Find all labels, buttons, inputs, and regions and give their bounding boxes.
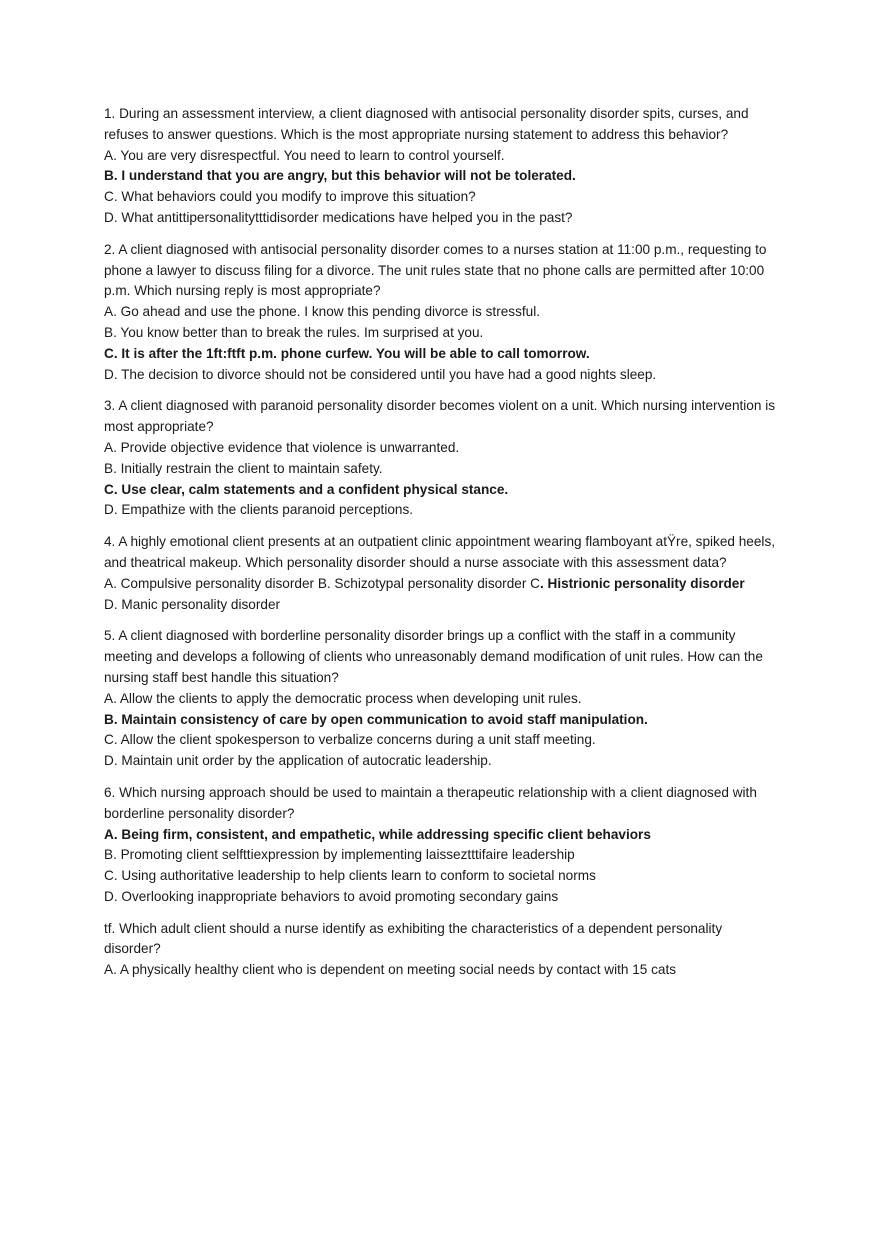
- question-6: [104, 783, 780, 908]
- question-list: [104, 104, 780, 992]
- question-stem: tf. Which adult client should a nurse identify as exhibiting the characteristics of a dependent personality disorder?: [104, 920, 723, 957]
- answer-option: B. You know better than to break the rules. Im surprised at you.: [104, 324, 484, 340]
- answer-option: B. Initially restrain the client to maintain safety.: [104, 460, 383, 476]
- question-4: [104, 532, 780, 615]
- question-2: [104, 240, 780, 386]
- correct-answer-option: C. Use clear, calm statements and a confident physical stance.: [104, 481, 509, 497]
- question-1: [104, 104, 780, 229]
- answer-option: D. Overlooking inappropriate behaviors to avoid promoting secondary gains: [104, 888, 559, 904]
- answer-option: C. What behaviors could you modify to improve this situation?: [104, 189, 476, 205]
- correct-answer-option: B. I understand that you are angry, but this behavior will not be tolerated.: [104, 168, 576, 184]
- question-stem: 2. A client diagnosed with antisocial personality disorder comes to a nurses station at 11:00 p.m., requesting to phone a lawyer to discuss filing for a divorce. The unit rules state that no phone calls are permitted after 10:00 p.m. Which nursing reply is most appropriate?: [104, 241, 767, 299]
- question-stem: 4. A highly emotional client presents at an outpatient clinic appointment wearing flamboyant atŸre, spiked heels, and theatrical makeup. Which personality disorder should a nurse associate with this assessment data?: [104, 534, 776, 570]
- answer-option: D. Maintain unit order by the application of autocratic leadership.: [104, 753, 492, 769]
- answer-options-inline: A. Compulsive personality disorder B. Schizotypal personality disorder C: [104, 575, 540, 591]
- answer-option: D. The decision to divorce should not be considered until you have had a good nights sleep.: [104, 366, 657, 382]
- answer-option: B. Promoting client selfttiexpression by implementing laisseztttifaire leadership: [104, 847, 575, 863]
- answer-option: D. Empathize with the clients paranoid perceptions.: [104, 502, 414, 518]
- answer-option: A. You are very disrespectful. You need to learn to control yourself.: [104, 147, 505, 163]
- question-7: [104, 919, 780, 981]
- correct-answer-option: C. It is after the 1ft:ftft p.m. phone curfew. You will be able to call tomorrow.: [104, 345, 590, 361]
- question-stem: 3. A client diagnosed with paranoid personality disorder becomes violent on a unit. Which nursing intervention is most appropriate?: [104, 398, 776, 435]
- question-3: [104, 396, 780, 521]
- question-stem: 1. During an assessment interview, a client diagnosed with antisocial personality disorder spits, curses, and refuses to answer questions. Which is the most appropriate nursing statement to address this behavior?: [104, 106, 749, 142]
- question-stem: 5. A client diagnosed with borderline personality disorder brings up a conflict with the staff in a community meeting and develops a following of clients who unreasonably demand modification of unit rules. How can the nursing staff best handle this situation?: [104, 628, 763, 685]
- answer-option: A. Provide objective evidence that violence is unwarranted.: [104, 439, 460, 455]
- answer-option: D. What antittipersonalitytttidisorder medications have helped you in the past?: [104, 209, 573, 225]
- correct-answer-option: . Histrionic personality disorder: [539, 575, 745, 591]
- answer-option: D. Manic personality disorder: [104, 596, 281, 612]
- answer-option: A. A physically healthy client who is dependent on meeting social needs by contact with 15 cats: [104, 962, 677, 978]
- answer-option: A. Allow the clients to apply the democratic process when developing unit rules.: [104, 690, 582, 706]
- answer-option: C. Using authoritative leadership to help clients learn to conform to societal norms: [104, 868, 596, 884]
- answer-option: C. Allow the client spokesperson to verbalize concerns during a unit staff meeting.: [104, 732, 596, 748]
- correct-answer-option: A. Being firm, consistent, and empathetic, while addressing specific client behaviors: [104, 826, 651, 842]
- answer-option: A. Go ahead and use the phone. I know this pending divorce is stressful.: [104, 304, 541, 320]
- question-stem: 6. Which nursing approach should be used to maintain a therapeutic relationship with a client diagnosed with borderline personality disorder?: [104, 784, 757, 821]
- correct-answer-option: B. Maintain consistency of care by open communication to avoid staff manipulation.: [104, 711, 648, 727]
- inline-answer-options: [104, 574, 780, 595]
- question-5: [104, 626, 780, 772]
